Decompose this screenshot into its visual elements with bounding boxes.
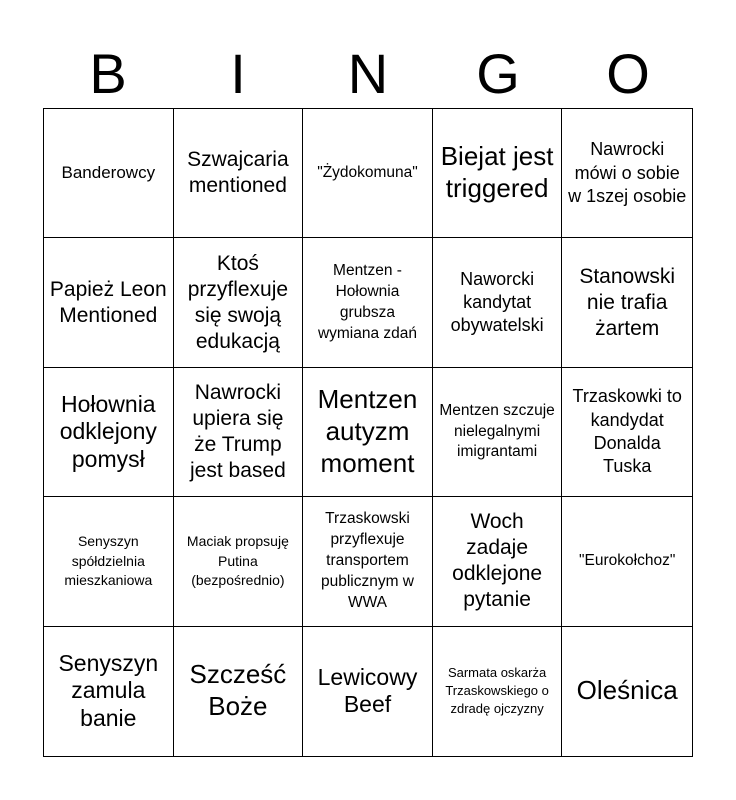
cell-text: Lewicowy Beef [317, 663, 418, 718]
cell-text: Biejat jest triggered [440, 141, 554, 204]
bingo-cell[interactable] [562, 238, 692, 367]
cell-text: Mentzen szczuje nielegalnymi imigrantami [439, 401, 555, 461]
cell-text: Woch zadaje odklejone pytanie [452, 510, 543, 612]
bingo-board [43, 108, 693, 757]
bingo-cell[interactable] [562, 368, 692, 497]
bingo-cell[interactable] [562, 497, 692, 626]
cell-text: Mentzen autyzm moment [317, 384, 418, 478]
cell-text: Senyszyn zamula banie [58, 649, 159, 732]
header-letter-o: O [606, 42, 650, 105]
header-letter-b: B [89, 42, 127, 105]
cell-text: Nawrocki mówi o sobie w 1szej osobie [568, 139, 687, 206]
bingo-cell[interactable] [433, 497, 563, 626]
cell-text: "Żydokomuna" [317, 163, 418, 181]
cell-text: Trzaskowski przyflexuje transportem publicznym w WWA [320, 510, 414, 611]
bingo-cell[interactable] [562, 109, 692, 238]
cell-text: Hołownia odklejony pomysł [59, 390, 157, 472]
bingo-header [43, 40, 693, 108]
bingo-cell[interactable] [174, 109, 304, 238]
bingo-cell[interactable] [174, 627, 304, 756]
bingo-cell[interactable] [303, 627, 433, 756]
header-letter-i: I [230, 42, 246, 105]
cell-text: Naworcki kandytat obywatelski [450, 268, 544, 336]
cell-text: Maciak propsuję Putina (bezpośrednio) [186, 533, 289, 589]
bingo-cell[interactable] [44, 109, 174, 238]
cell-text: Banderowcy [61, 162, 156, 182]
bingo-cell[interactable] [44, 238, 174, 367]
cell-text: Szwajcaria mentioned [187, 148, 289, 198]
bingo-cell[interactable] [303, 368, 433, 497]
bingo-cell[interactable] [433, 627, 563, 756]
header-letter-n: N [347, 42, 389, 105]
cell-text: Stanowski nie trafia żartem [579, 264, 676, 340]
cell-text: Nawrocki upiera się że Trump jest based [190, 380, 286, 483]
cell-text: Senyszyn spółdzielnia mieszkaniowa [64, 533, 153, 589]
bingo-cell[interactable] [433, 109, 563, 238]
bingo-cell[interactable] [303, 238, 433, 367]
cell-text: Mentzen - Hołownia grubsza wymiana zdań [317, 261, 418, 342]
bingo-cell[interactable] [303, 109, 433, 238]
bingo-cell[interactable] [44, 368, 174, 497]
bingo-cell[interactable] [303, 497, 433, 626]
bingo-cell[interactable] [174, 368, 304, 497]
bingo-cell[interactable] [562, 627, 692, 756]
cell-text: Sarmata oskarża Trzaskowskiego o zdradę ojczyzny [445, 665, 549, 717]
bingo-cell[interactable] [44, 497, 174, 626]
cell-text: Trzaskowki to kandydat Donalda Tuska [572, 386, 682, 477]
bingo-cell[interactable] [433, 368, 563, 497]
cell-text: Oleśnica [576, 675, 678, 706]
bingo-cell[interactable] [433, 238, 563, 367]
bingo-cell[interactable] [174, 497, 304, 626]
bingo-cell[interactable] [44, 627, 174, 756]
cell-text: Szcześć Boże [189, 659, 287, 722]
cell-text: "Eurokołchoz" [579, 551, 676, 569]
cell-text: Ktoś przyflexuje się swoją edukacją [187, 251, 289, 353]
bingo-cell[interactable] [174, 238, 304, 367]
cell-text: Papież Leon Mentioned [49, 277, 167, 327]
header-letter-g: G [476, 42, 520, 105]
